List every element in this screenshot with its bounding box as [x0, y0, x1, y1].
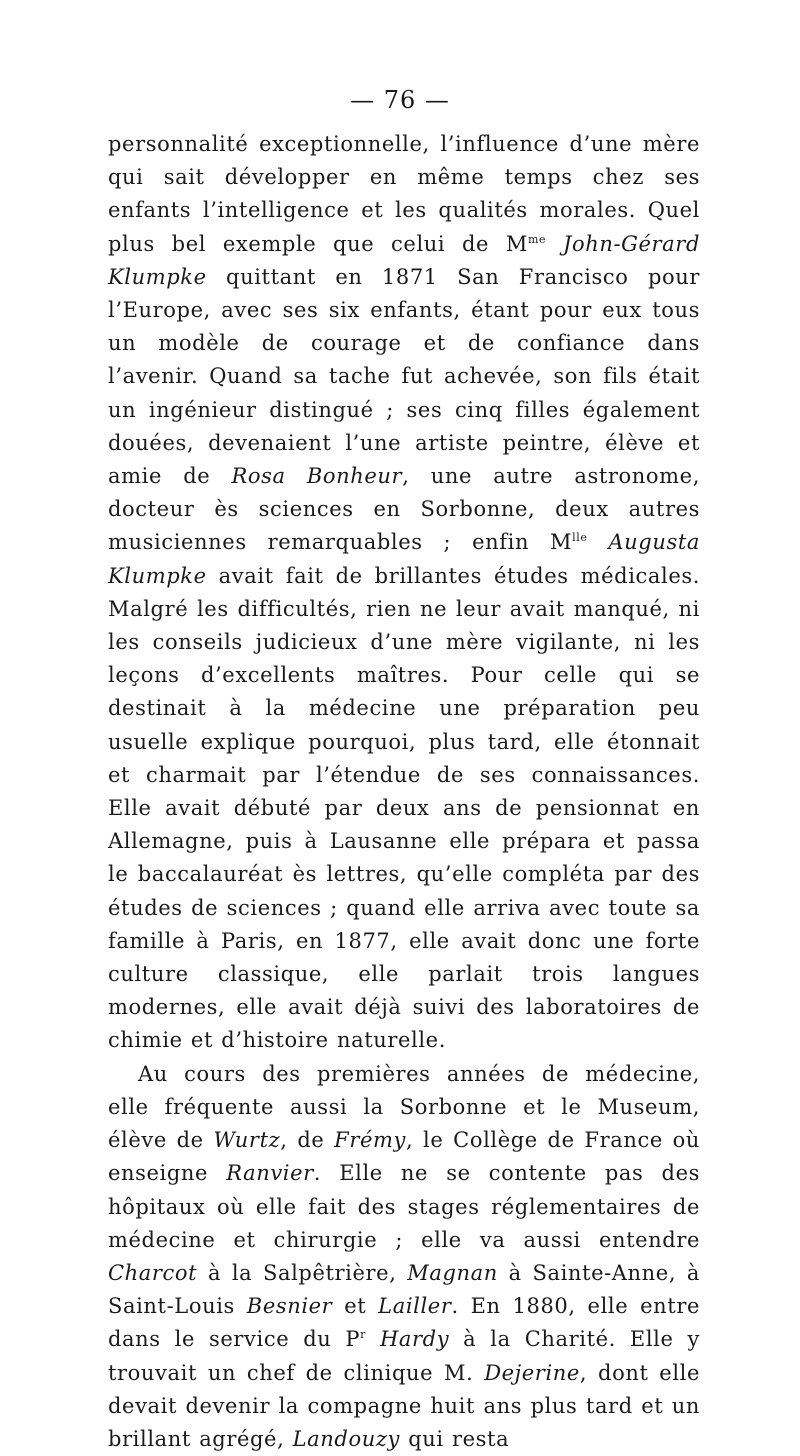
text-run: , une autre astronome, docteur ès sciences en Sorbonne, deux autres musiciennes remarquables ; enfin M [108, 464, 700, 555]
text-run: . Elle ne se contente pas des hôpitaux où elle fait des stages réglementaires de médecine et chirurgie ; elle va aussi entendre [108, 1161, 700, 1252]
italic-name: Besnier [246, 1294, 333, 1319]
superscript: r [360, 1328, 366, 1342]
italic-name: Wurtz [213, 1128, 281, 1153]
paragraph [108, 1058, 700, 1456]
text-run [366, 1327, 380, 1351]
superscript: lle [572, 531, 588, 545]
text-run [546, 232, 563, 256]
text-run: . En 1880, elle entre dans le service du P [108, 1294, 700, 1352]
italic-name: Ranvier [226, 1161, 314, 1186]
text-run [587, 530, 608, 554]
italic-name: Rosa Bonheur [231, 464, 403, 489]
superscript: me [527, 232, 547, 246]
italic-name: Magnan [407, 1260, 498, 1285]
italic-name: Frémy [334, 1128, 406, 1153]
italic-name: Hardy [379, 1327, 450, 1352]
text-run: avait fait de brillantes études médicales. Malgré les difficultés, rien ne leur avait manqué, ni les conseils judicieux d’une mère vigilante, ni les leçons d’excellents maîtres. Pour celle qui se destinait à la médecine une préparation peu usuelle explique pourquoi, plus tard, elle étonnait et charmait par l’étendue de ses connaissances. Elle avait débuté par deux ans de pensionnat en Allemagne, puis à Lausanne elle prépara et passa le baccalauréat ès lettres, qu’elle compléta par des études de sciences ; quand elle arriva avec toute sa famille à Paris, en 1877, elle avait donc une forte culture classique, elle parlait trois langues modernes, elle avait déjà suivi des laboratoires de chimie et d’histoire naturelle. [108, 563, 700, 1053]
text-run: quittant en 1871 San Francisco pour l’Europe, avec ses six enfants, étant pour eux tous un modèle de courage et de confiance dans l’avenir. Quand sa tache fut achevée, son fils était un ingénieur distingué ; ses cinq filles également douées, devenaient l’une artiste peintre, élève et amie de [108, 264, 700, 489]
text-run: , dont elle devait devenir la compagne huit ans plus tard et un brillant agrégé, [108, 1360, 700, 1451]
text-run: , de [280, 1128, 335, 1153]
italic-name: Charcot [108, 1260, 198, 1285]
text-run: qui resta [399, 1426, 510, 1451]
text-run: Au cours des premières années de médecine, elle fréquente aussi la Sorbonne et le Museum, élève de [108, 1061, 700, 1153]
italic-name: Landouzy [292, 1426, 400, 1451]
italic-name: John-Gérard Klumpke [108, 231, 700, 289]
text-run: à la Salpêtrière, [197, 1260, 408, 1285]
italic-name: Lailler [378, 1294, 452, 1319]
text-run: à Sainte-Anne, à Saint-Louis [108, 1260, 700, 1319]
paragraph [108, 128, 700, 1058]
italic-name: Augusta Klumpke [108, 530, 700, 588]
text-run: , le Collège de France où enseigne [108, 1128, 700, 1186]
page-number: — 76 — [350, 86, 450, 114]
body-text [108, 128, 700, 1456]
text-run: et [332, 1294, 379, 1319]
text-run: personnalité exceptionnelle, l’influence d’une mère qui sait développer en même temps chez ses enfants l’intelligence et les qualités morales. Quel plus bel exemple que celui de M [108, 132, 700, 256]
text-run: à la Charité. Elle y trouvait un chef de clinique M. [108, 1327, 700, 1385]
italic-name: Dejerine [484, 1360, 580, 1385]
